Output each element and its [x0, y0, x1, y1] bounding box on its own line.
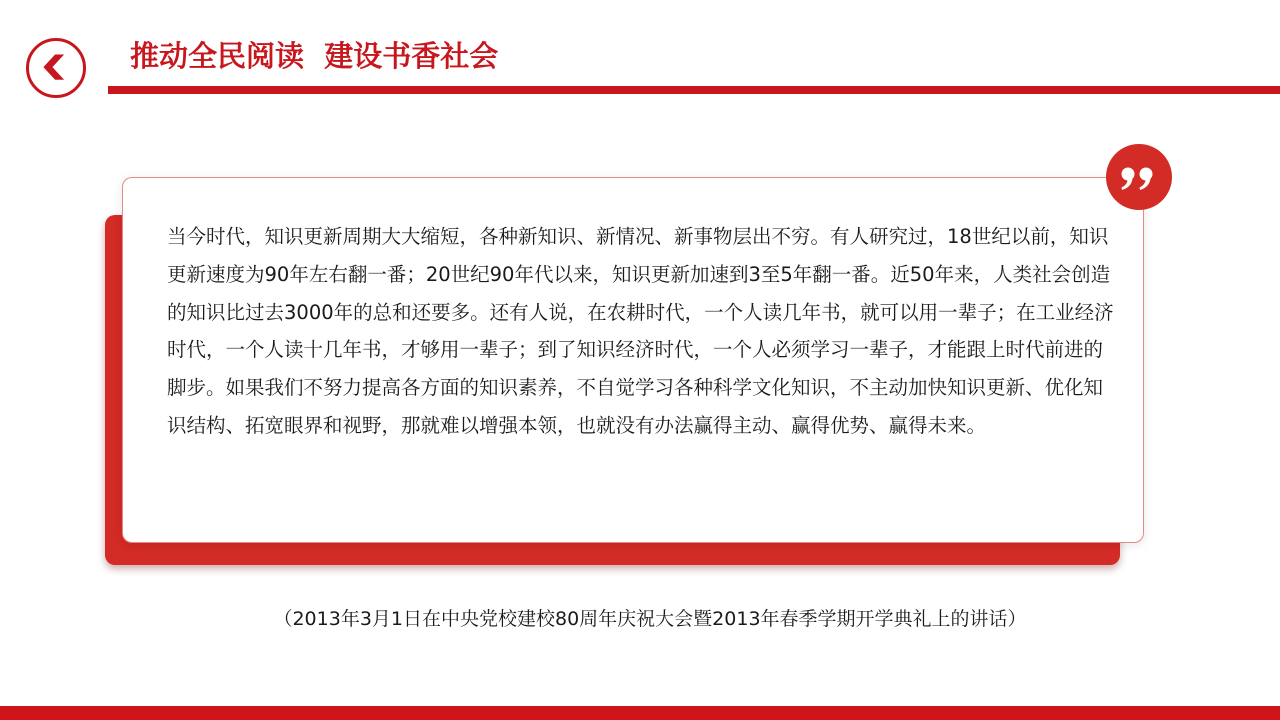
source-caption: （2013年3月1日在中央党校建校80周年庆祝大会暨2013年春季学期开学典礼上的讲话）: [273, 608, 1027, 630]
quote-mark-icon: [1106, 144, 1172, 210]
chevron-left-icon: [29, 38, 83, 98]
back-button[interactable]: [26, 38, 86, 98]
footer-bar: [0, 706, 1280, 720]
quote-text: 当今时代，知识更新周期大大缩短，各种新知识、新情况、新事物层出不穷。有人研究过，18世纪以前，知识更新速度为90年左右翻一番；20世纪90年代以来，知识更新加速到3至5年翻一番。近50年来，人类社会创造的知识比过去3000年的总和还要多。还有人说，在农耕时代，一个人读几年书，就可以用一辈子；在工业经济时代，一个人读十几年书，才够用一辈子；到了知识经济时代，一个人必须学习一辈子，才能跟上时代前进的脚步。如果我们不努力提高各方面的知识素养，不自觉学习各种科学文化知识，不主动加快知识更新、优化知识结构、拓宽眼界和视野，那就难以增强本领，也就没有办法赢得主动、赢得优势、赢得未来。: [167, 225, 1114, 437]
title-divider: [108, 86, 1280, 94]
page-title: 推动全民阅读 建设书香社会: [130, 39, 499, 73]
quote-card: [122, 177, 1144, 543]
